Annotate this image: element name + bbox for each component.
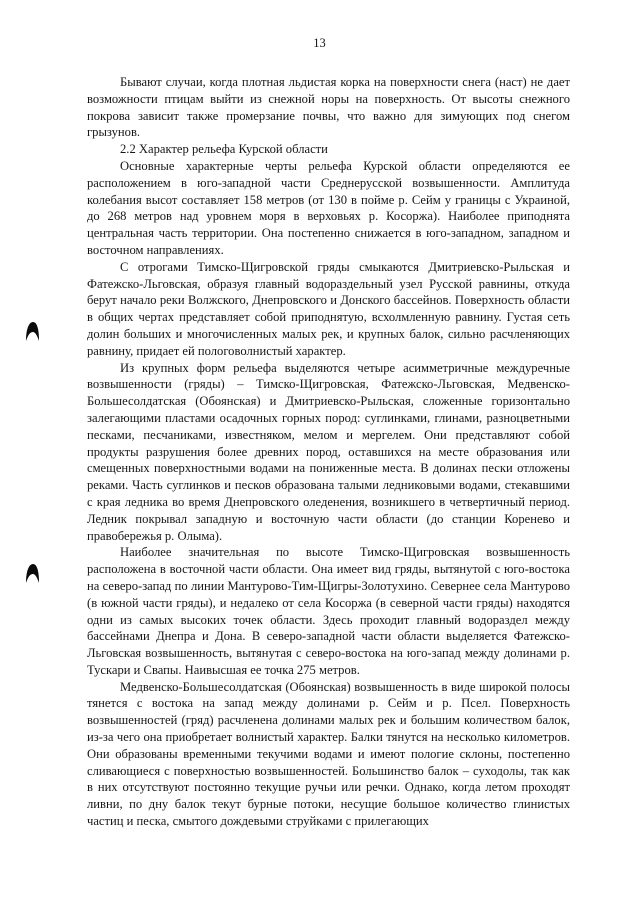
- paragraph-uplands: Из крупных форм рельефа выделяются четыре асимметричные междуречные возвышенности (гряды) – Тимско-Щигровская, Фатежско-Льговская, Медвенско-Большесолдатская (Обоянская) и Дмитриевско-Рыльская, сложенные горизонтально залегающими пластами осадочных горных пород: суглинками, глинами, разноцветными песками, песчаниками, известняком, мелом и мергелем. Они представляют собой продукты разрушения более древних пород, оставшихся на месте образования или смещенных поверхностными водами на пониженные места. В долинах пески отложены реками. Часть суглинков и песков образована талыми ледниковыми водами, стекавшими с края ледника во время Днепровского оледенения, возникшего в четвертичный период. Ледник покрывал западную и восточную части области (до станции Коренево и правобережья р. Олыма).: [87, 360, 570, 543]
- page-number: 13: [313, 36, 326, 50]
- section-heading: 2.2 Характер рельефа Курской области: [120, 142, 328, 157]
- binder-hole-mark-2: [25, 562, 40, 584]
- paragraph-oboyan: Медвенско-Большесолдатская (Обоянская) возвышенность в виде широкой полосы тянется с востока на запад между долинами р. Сейм и р. Псел. Поверхность возвышенностей (гряд) расчленена долинами малых рек и большим количеством балок, из-за чего она приобретает волнистый характер. Балки тянутся на несколько километров. Они образованы временными текучими водами и имеют пологие склоны, постепенно сливающиеся с поверхностью возвышенностей. Большинство балок – суходолы, так как в них отсутствуют постоянно текущие ручьи или речки. Однако, когда летом проходят ливни, по дну балок текут бурные потоки, несущие большое количество глинистых частиц и песка, смытого дождевыми струйками с прилегающих: [87, 679, 570, 829]
- paragraph-ridges: С отрогами Тимско-Щигровской гряды смыкаются Дмитриевско-Рыльская и Фатежско-Льговская, образуя главный водораздельный узел Русской равнины, откуда берут начало реки Волжского, Днепровского и Донского бассейнов. Поверхность области в общих чертах представляет собой приподнятую, всхолмленную равнину. Густая сеть долин больших и многочисленных малых рек, и крупных балок, сильно расчленяющих равнину, придает ей пологоволнистый характер.: [87, 259, 570, 358]
- binder-hole-mark-1: [25, 320, 40, 342]
- paragraph-relief-features: Основные характерные черты рельефа Курской области определяются ее расположением в юго-западной части Среднерусской возвышенности. Амплитуда колебания высот составляет 158 метров (от 130 в пойме р. Сейм у границы с Украиной, до 268 метров над уровнем моря в верховьях р. Косоржа). Наиболее приподнята центральная часть территории. Она постепенно снижается в юго-западном, западном и восточном направлениях.: [87, 158, 570, 257]
- paragraph-snow-crust: Бывают случаи, когда плотная льдистая корка на поверхности снега (наст) не дает возможности птицам выйти из снежной норы на поверхность. От высоты снежного покрова зависит также промерзание почвы, что важно для зимующих под снегом грызунов.: [87, 75, 570, 140]
- body-text: [87, 74, 570, 830]
- paragraph-tim-shchigry: Наиболее значительная по высоте Тимско-Щигровская возвышенность расположена в восточной части области. Она имеет вид гряды, вытянутой с юго-востока на северо-запад по линии Мантурово-Тим-Щигры-Золотухино. Севернее села Мантурово (в южной части гряды), и недалеко от села Косоржа (в северной части гряды) находятся одни из самых высоких точек области. Здесь проходит главный водораздел между бассейнами Днепра и Дона. В северо-западной части области выделяется Фатежско-Льговская возвышенность, вытянутая с северо-востока на юго-запад между долинами р. Тускари и Свапы. Наивысшая ее точка 275 метров.: [87, 545, 570, 677]
